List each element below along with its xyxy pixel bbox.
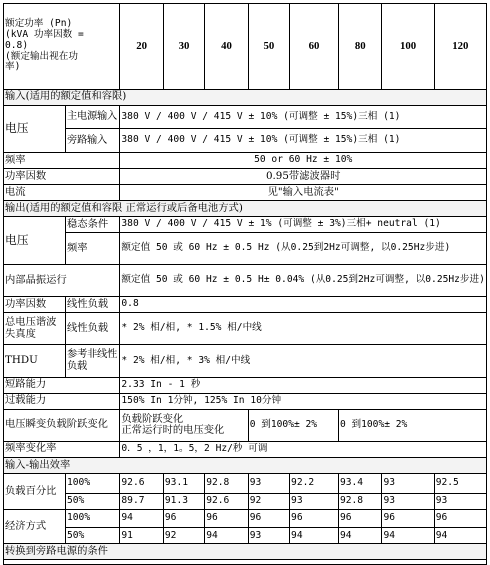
main-input-label: 主电源输入 <box>66 105 120 129</box>
rating-header: 40 <box>205 4 249 90</box>
cut-off-row <box>4 560 487 565</box>
transient-label: 电压瞬变负载阶跃变化 <box>4 409 120 441</box>
efficiency-value: 92.5 <box>434 473 486 493</box>
efficiency-value: 92.6 <box>120 473 164 493</box>
efficiency-value: 91.3 <box>163 494 204 510</box>
rating-header: 80 <box>338 4 382 90</box>
rated-power-line: 率) <box>5 61 21 73</box>
eco-mode-label: 经济方式 <box>4 510 66 544</box>
efficiency-value: 92.6 <box>205 494 249 510</box>
output-power-factor-value: 0.8 <box>120 297 487 313</box>
efficiency-value: 93 <box>248 473 289 493</box>
efficiency-value: 92.8 <box>205 473 249 493</box>
input-frequency-label: 频率 <box>4 152 120 168</box>
rating-header: 100 <box>382 4 434 90</box>
ups-spec-table <box>3 3 487 565</box>
input-power-factor-value: 0.95带滤波器时 <box>120 168 487 184</box>
efficiency-value: 92.8 <box>338 494 382 510</box>
bypass-input-value: 380 V / 400 V / 415 V ± 10% (可调整 ± 15%)三相 (1) <box>120 129 487 153</box>
output-voltage-label: 电压 <box>4 216 66 264</box>
efficiency-value: 94 <box>382 528 434 544</box>
rating-header: 120 <box>434 4 486 90</box>
efficiency-value: 96 <box>338 510 382 528</box>
rated-power-line: (kVA 功率因数 = <box>5 29 84 41</box>
output-section-title: 输出(适用的额定值和容限 正常运行或后备电池方式) <box>4 200 487 216</box>
efficiency-value: 93 <box>382 494 434 510</box>
thd-label: 总电压谐波失真度 <box>4 313 66 345</box>
efficiency-value: 96 <box>290 510 339 528</box>
efficiency-value: 94 <box>290 528 339 544</box>
internal-oscillator-value: 额定值 50 或 60 Hz ± 0.5 H± 0.04% (从0.25到2Hz可调整, 以0.25Hz步进) <box>120 265 487 297</box>
transient-value: 0 到100%± 2% <box>248 409 338 441</box>
steady-state-value: 380 V / 400 V / 415 V ± 1% (可调整 ± 3%)三相+ neutral (1) <box>120 216 487 232</box>
efficiency-value: 93.4 <box>338 473 382 493</box>
main-input-value: 380 V / 400 V / 415 V ± 10% (可调整 ± 15%)三相 (1) <box>120 105 487 129</box>
thd-sub: 线性负载 <box>66 313 120 345</box>
efficiency-value: 92.2 <box>290 473 339 493</box>
rated-power-line: 额定功率 (Pn) <box>5 18 73 30</box>
transient-description: 负载阶跃变化 正常运行时的电压变化 <box>120 409 248 441</box>
frequency-slew-value: 0．5 ，1，1。5，2 Hz/秒 可调 <box>120 441 487 457</box>
frequency-slew-label: 频率变化率 <box>4 441 120 457</box>
efficiency-value: 94 <box>205 528 249 544</box>
input-current-label: 电流 <box>4 184 120 200</box>
efficiency-value: 89.7 <box>120 494 164 510</box>
efficiency-value: 96 <box>205 510 249 528</box>
transient-value: 0 到100%± 2% <box>338 409 486 441</box>
thdu-value: * 2% 相/相, * 3% 相/中线 <box>120 345 487 377</box>
efficiency-value: 92 <box>248 494 289 510</box>
load-level: 50% <box>66 528 120 544</box>
efficiency-value: 96 <box>248 510 289 528</box>
efficiency-value: 96 <box>382 510 434 528</box>
rating-header: 60 <box>290 4 339 90</box>
load-level: 100% <box>66 510 120 528</box>
bypass-input-label: 旁路输入 <box>66 129 120 153</box>
efficiency-section-title: 输入-输出效率 <box>4 457 487 473</box>
rated-power-line: (额定输出视在功 <box>5 50 78 62</box>
internal-oscillator-label: 内部晶振运行 <box>4 265 120 297</box>
overload-label: 过载能力 <box>4 393 120 409</box>
input-power-factor-label: 功率因数 <box>4 168 120 184</box>
rated-power-header <box>4 4 120 90</box>
output-power-factor-sub: 线性负载 <box>66 297 120 313</box>
rating-header: 30 <box>163 4 204 90</box>
efficiency-value: 93.1 <box>163 473 204 493</box>
efficiency-value: 92 <box>163 528 204 544</box>
overload-value: 150% In 1分钟, 125% In 10分钟 <box>120 393 487 409</box>
short-circuit-value: 2.33 In - 1 秒 <box>120 377 487 393</box>
efficiency-value: 94 <box>434 528 486 544</box>
load-percent-label: 负载百分比 <box>4 473 66 509</box>
efficiency-value: 93 <box>248 528 289 544</box>
rated-power-line: 0.8) <box>5 39 29 51</box>
thdu-label: THDU <box>4 345 66 377</box>
efficiency-value: 96 <box>163 510 204 528</box>
output-frequency-value: 额定值 50 或 60 Hz ± 0.5 Hz (从0.25到2Hz可调整, 以0.25Hz步进) <box>120 233 487 265</box>
transfer-section-title: 转换到旁路电源的条件 <box>4 544 487 560</box>
rating-header: 20 <box>120 4 164 90</box>
short-circuit-label: 短路能力 <box>4 377 120 393</box>
efficiency-value: 91 <box>120 528 164 544</box>
input-section-title: 输入(适用的额定值和容限) <box>4 89 487 105</box>
output-power-factor-label: 功率因数 <box>4 297 66 313</box>
efficiency-value: 93 <box>382 473 434 493</box>
efficiency-value: 93 <box>290 494 339 510</box>
thdu-sub: 参考非线性负载 <box>66 345 120 377</box>
efficiency-value: 94 <box>120 510 164 528</box>
load-level: 50% <box>66 494 120 510</box>
output-frequency-label: 频率 <box>66 233 120 265</box>
efficiency-value: 94 <box>338 528 382 544</box>
steady-state-label: 稳态条件 <box>66 216 120 232</box>
efficiency-value: 93 <box>434 494 486 510</box>
load-level: 100% <box>66 473 120 493</box>
input-current-value: 见"输入电流表" <box>120 184 487 200</box>
thd-value: * 2% 相/相, * 1.5% 相/中线 <box>120 313 487 345</box>
input-frequency-value: 50 or 60 Hz ± 10% <box>120 152 487 168</box>
input-voltage-label: 电压 <box>4 105 66 152</box>
rating-header: 50 <box>248 4 289 90</box>
efficiency-value: 96 <box>434 510 486 528</box>
